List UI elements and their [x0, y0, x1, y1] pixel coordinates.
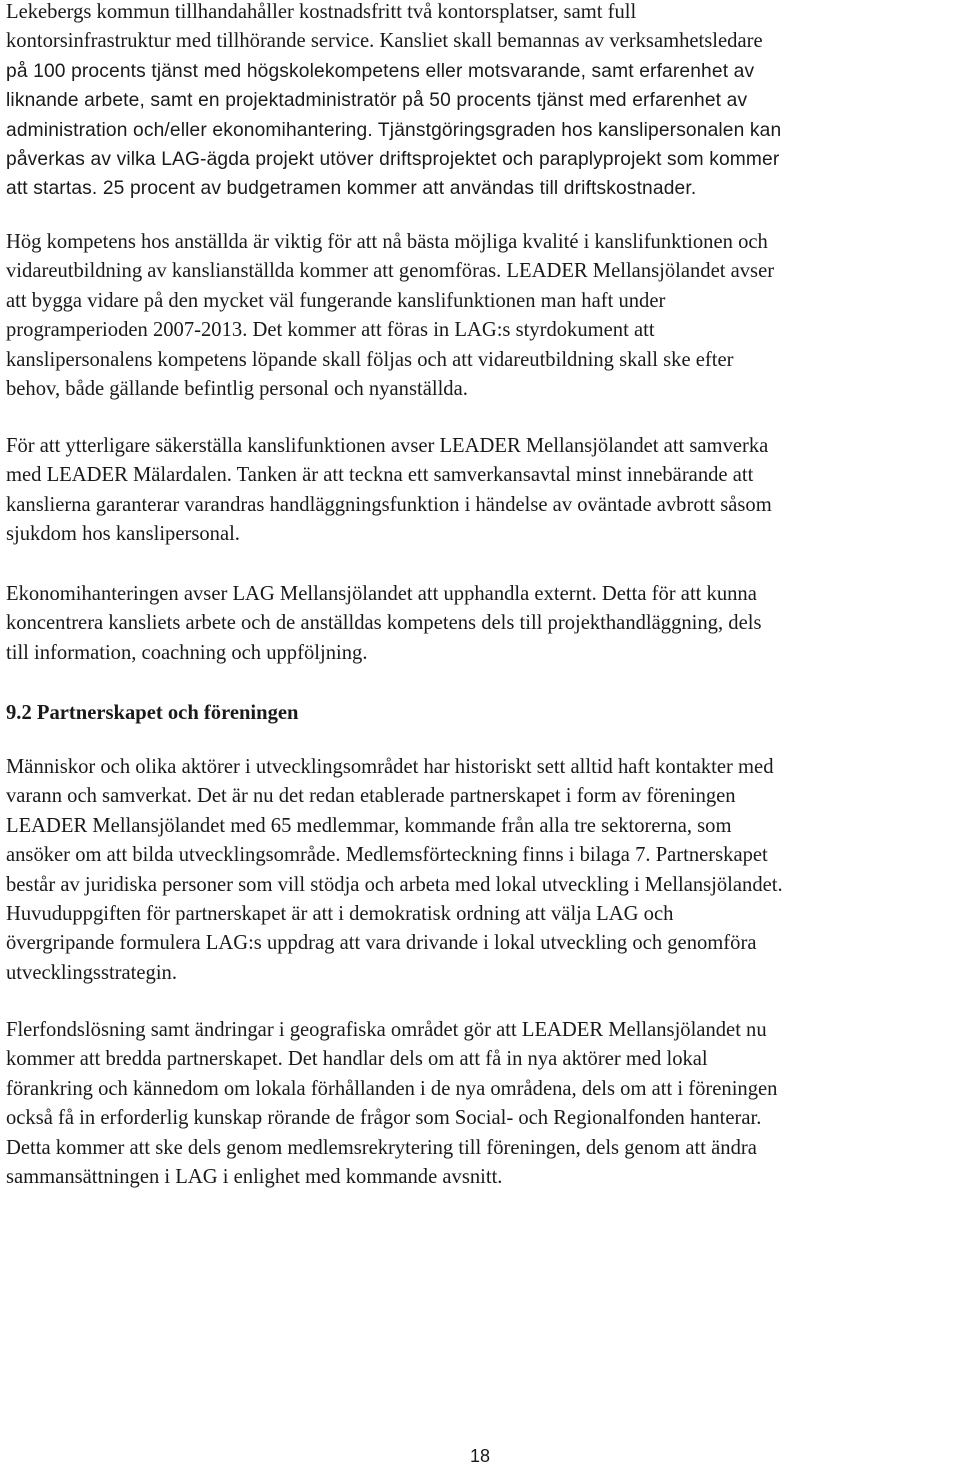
text-line: Lekebergs kommun tillhandahåller kostnadsfritt två kontorsplatser, samt full [6, 1, 637, 23]
section-number: 9.2 [6, 702, 32, 724]
text-line: att startas. 25 procent av budgetramen kommer att användas till driftskostnader. [6, 178, 697, 200]
text-line: vidareutbildning av kanslianställda kommer att genomföras. LEADER Mellansjölandet avser [6, 260, 775, 283]
paragraph-ekonomihantering [6, 580, 761, 668]
text-line: Människor och olika aktörer i utvecklingsområdet har historiskt sett alltid haft kontakter med [6, 756, 774, 778]
text-line: liknande arbete, samt en projektadministratör på 50 procents tjänst med erfarenhet av [6, 90, 748, 112]
text-line: kontorsinfrastruktur med tillhörande service. Kansliet skall bemannas av verksamhetsledare [6, 30, 763, 53]
text-line: Hög kompetens hos anställda är viktig för att nå bästa möjliga kvalité i kanslifunktionen och [6, 231, 768, 253]
text-line: övergripande formulera LAG:s uppdrag att vara drivande i lokal utveckling och genomföra [6, 932, 757, 955]
text-line: Detta kommer att ske dels genom medlemsrekrytering till föreningen, dels genom att ändra [6, 1136, 757, 1159]
text-line: Huvuduppgiften för partnerskapet är att i demokratisk ordning att välja LAG och [6, 903, 674, 926]
text-line: Ekonomihanteringen avser LAG Mellansjölandet att upphandla externt. Detta för att kunna [6, 583, 757, 605]
text-line: består av juridiska personer som vill stödja och arbeta med lokal utveckling i Mellansjölandet. [6, 873, 783, 896]
text-line: med LEADER Mälardalen. Tanken är att teckna ett samverkansavtal minst innebärande att [6, 464, 754, 487]
paragraph-kompetens [6, 228, 774, 404]
text-line: förankring och kännedom om lokala förhållanden i de nya områdena, dels om att i föreningen [6, 1077, 778, 1100]
text-line: administration och/eller ekonomihantering. Tjänstgöringsgraden hos kanslipersonalen kan [6, 119, 782, 141]
section-heading [6, 699, 299, 728]
text-line: LEADER Mellansjölandet med 65 medlemmar, kommande från alla tre sektorerna, som [6, 814, 732, 837]
text-line: påverkas av vilka LAG-ägda projekt utöver driftsprojektet och paraplyprojekt som kommer [6, 149, 780, 171]
section-title: Partnerskapet och föreningen [36, 702, 299, 724]
text-line: kanslipersonalens kompetens löpande skall följas och att vidareutbildning skall ske efter [6, 348, 734, 371]
text-line: att bygga vidare på den mycket väl fungerande kanslifunktionen man haft under [6, 289, 666, 312]
paragraph-kansli-bemanning [6, 0, 781, 204]
paragraph-flerfondslosning [6, 1016, 777, 1192]
text-line: Flerfondslösning samt ändringar i geografiska området gör att LEADER Mellansjölandet nu [6, 1019, 767, 1041]
text-line: ansöker om att bilda utvecklingsområde. Medlemsförteckning finns i bilaga 7. Partnerskapet [6, 844, 768, 867]
text-line: till information, coachning och uppföljning. [6, 641, 368, 664]
text-line: För att ytterligare säkerställa kanslifunktionen avser LEADER Mellansjölandet att samverka [6, 435, 769, 457]
text-line: också få in erforderlig kunskap rörande de frågor som Social- och Regionalfonden hanterar. [6, 1107, 762, 1130]
text-line: sammansättningen i LAG i enlighet med kommande avsnitt. [6, 1166, 503, 1189]
text-line: programperioden 2007-2013. Det kommer att föras in LAG:s styrdokument att [6, 319, 655, 342]
text-line: utvecklingsstrategin. [6, 961, 178, 984]
paragraph-samverkan [6, 432, 772, 550]
paragraph-partnerskap [6, 753, 783, 988]
text-line: kommer att bredda partnerskapet. Det handlar dels om att få in nya aktörer med lokal [6, 1048, 708, 1071]
page-number: 18 [469, 1446, 491, 1466]
text-line: koncentrera kansliets arbete och de anställdas kompetens dels till projekthandläggning, dels [6, 612, 762, 635]
text-line: behov, både gällande befintlig personal och nyanställda. [6, 378, 468, 401]
text-line: på 100 procents tjänst med högskolekompetens eller motsvarande, samt erfarenhet av [6, 60, 755, 82]
text-line: varann och samverkat. Det är nu det redan etablerade partnerskapet i form av föreningen [6, 785, 736, 808]
text-line: sjukdom hos kanslipersonal. [6, 523, 240, 546]
text-line: kanslierna garanterar varandras handläggningsfunktion i händelse av oväntade avbrott såsom [6, 493, 772, 516]
